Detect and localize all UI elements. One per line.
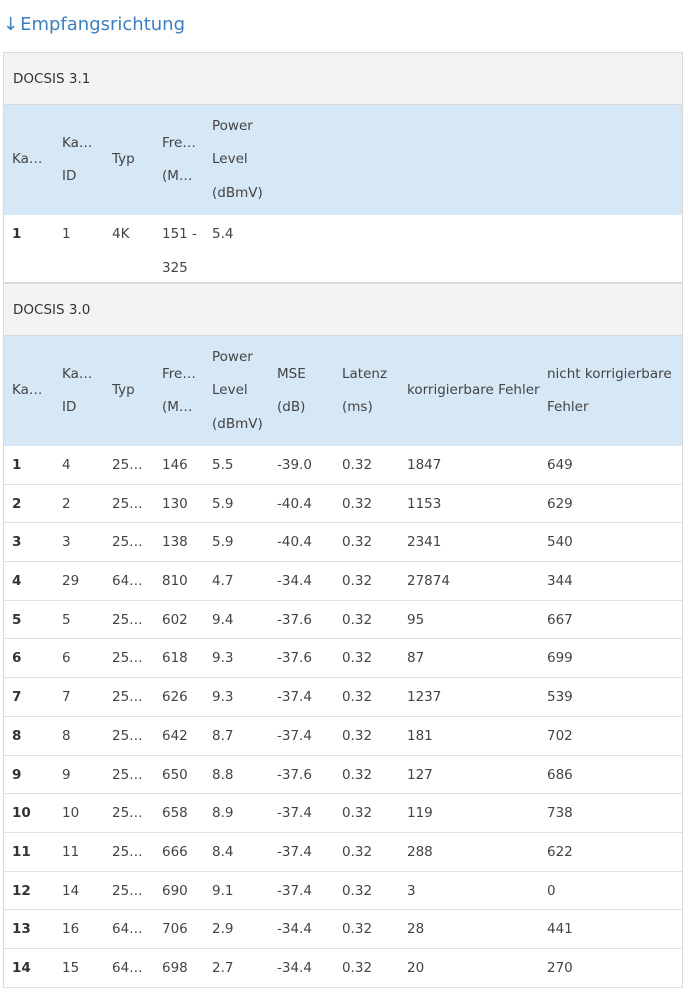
header-power-level[interactable] [212, 336, 274, 446]
section-title-text: Empfangsrichtung [20, 14, 186, 35]
cell-type: 25… [112, 843, 143, 860]
cell-frequency: 706 [162, 921, 188, 938]
cell-power-level: 8.8 [212, 766, 234, 783]
header-channel[interactable] [12, 336, 58, 446]
table-row [4, 523, 682, 562]
cell-power-level: 2.7 [212, 959, 234, 976]
header-channel-id[interactable] [62, 336, 108, 446]
cell-channel-id: 2 [62, 495, 71, 512]
cell-power-level: 9.3 [212, 689, 234, 706]
cell-channel-id: 9 [62, 766, 71, 783]
cell-channel: 13 [12, 921, 31, 938]
cell-channel-id: 14 [62, 882, 80, 899]
cell-mse: -40.4 [277, 495, 312, 512]
header-latency[interactable] [342, 336, 402, 446]
table-row [4, 794, 682, 833]
cell-mse: -37.4 [277, 843, 312, 860]
cell-correctable-errors: 95 [407, 611, 425, 628]
cell-mse: -37.6 [277, 650, 312, 667]
cell-mse: -40.4 [277, 534, 312, 551]
cell-correctable-errors: 1153 [407, 495, 442, 512]
table-row [4, 639, 682, 678]
cell-uncorrectable-errors: 0 [547, 882, 556, 899]
header-frequency[interactable] [162, 105, 208, 215]
cell-channel-id: 16 [62, 921, 80, 938]
cell-power-level: 8.9 [212, 805, 234, 822]
cell-channel-id: 1 [62, 226, 71, 242]
header-latency-label: Latenz (ms) [342, 365, 388, 415]
cell-type: 25… [112, 534, 143, 551]
cell-latency: 0.32 [342, 959, 373, 976]
cell-frequency: 642 [162, 727, 188, 744]
table-row [4, 872, 682, 911]
cell-uncorrectable-errors: 699 [547, 650, 573, 667]
cell-latency: 0.32 [342, 882, 373, 899]
cell-channel-id: 10 [62, 805, 80, 822]
header-correctable-errors[interactable] [407, 336, 543, 446]
cell-uncorrectable-errors: 540 [547, 534, 573, 551]
cell-frequency: 658 [162, 805, 188, 822]
cell-frequency: 151 - 325 [162, 226, 197, 276]
cell-type: 25… [112, 727, 143, 744]
cell-power-level: 5.9 [212, 495, 234, 512]
header-uncorrectable-errors[interactable] [547, 336, 677, 446]
cell-type: 64… [112, 959, 143, 976]
group-header-docsis31: DOCSIS 3.1 [4, 52, 682, 105]
header-frequency-label: Fre… (M… [162, 365, 196, 415]
cell-channel-id: 5 [62, 611, 71, 628]
cell-correctable-errors: 20 [407, 959, 425, 976]
cell-correctable-errors: 127 [407, 766, 433, 783]
cell-latency: 0.32 [342, 921, 373, 938]
cell-uncorrectable-errors: 649 [547, 457, 573, 473]
cell-power-level: 5.5 [212, 457, 234, 473]
cell-mse: -37.6 [277, 611, 312, 628]
cell-correctable-errors: 181 [407, 727, 433, 744]
cell-correctable-errors: 3 [407, 882, 416, 899]
cell-power-level: 8.7 [212, 727, 234, 744]
cell-correctable-errors: 28 [407, 921, 425, 938]
cell-channel-id: 3 [62, 534, 71, 551]
header-power-level-label: Power Level (dBmV) [212, 117, 263, 201]
rows-docsis30 [4, 446, 682, 988]
cell-type: 64… [112, 573, 143, 590]
table-row [4, 485, 682, 524]
header-power-level-label: Power Level (dBmV) [212, 348, 263, 432]
cell-latency: 0.32 [342, 573, 373, 590]
header-channel-label: Ka… [12, 151, 43, 168]
cell-mse: -37.4 [277, 882, 312, 899]
cell-type: 25… [112, 457, 143, 473]
cell-channel: 2 [12, 495, 22, 512]
table-row [4, 601, 682, 640]
cell-uncorrectable-errors: 539 [547, 689, 573, 706]
cell-channel-id: 4 [62, 457, 71, 473]
rows-docsis31 [4, 215, 682, 283]
cell-power-level: 4.7 [212, 573, 234, 590]
cell-frequency: 146 [162, 457, 188, 473]
cell-correctable-errors: 27874 [407, 573, 450, 590]
cell-latency: 0.32 [342, 727, 373, 744]
cell-uncorrectable-errors: 738 [547, 805, 573, 822]
cell-type: 25… [112, 650, 143, 667]
header-type[interactable] [112, 336, 158, 446]
cell-frequency: 130 [162, 495, 188, 512]
header-frequency-label: Fre… (M… [162, 134, 196, 184]
cell-correctable-errors: 1237 [407, 689, 442, 706]
table-row [4, 833, 682, 872]
header-power-level[interactable] [212, 105, 274, 215]
cell-channel: 5 [12, 611, 22, 628]
header-type[interactable] [112, 105, 158, 215]
cell-mse: -34.4 [277, 921, 312, 938]
cell-power-level: 9.1 [212, 882, 234, 899]
cell-channel: 9 [12, 766, 22, 783]
cell-uncorrectable-errors: 344 [547, 573, 573, 590]
cell-channel: 14 [12, 959, 31, 976]
cell-mse: -37.4 [277, 805, 312, 822]
cell-type: 64… [112, 921, 143, 938]
cell-mse: -37.6 [277, 766, 312, 783]
cell-uncorrectable-errors: 270 [547, 959, 573, 976]
cell-correctable-errors: 119 [407, 805, 433, 822]
section-title-downstream[interactable] [3, 10, 185, 40]
cell-correctable-errors: 1847 [407, 457, 442, 473]
cell-channel: 10 [12, 805, 31, 822]
cell-channel: 6 [12, 650, 22, 667]
cell-latency: 0.32 [342, 843, 373, 860]
header-correctable-errors-label: korrigierbare Fehler [407, 382, 540, 399]
cell-frequency: 810 [162, 573, 188, 590]
cell-channel: 11 [12, 843, 31, 860]
cell-power-level: 9.3 [212, 650, 234, 667]
cell-channel-id: 6 [62, 650, 71, 667]
cell-type: 4K [112, 226, 130, 242]
cell-power-level: 5.4 [212, 226, 234, 242]
cell-channel: 1 [12, 226, 22, 242]
cell-channel-id: 11 [62, 843, 80, 860]
cell-frequency: 690 [162, 882, 188, 899]
column-header-row-docsis31 [4, 105, 682, 215]
cell-power-level: 5.9 [212, 534, 234, 551]
cell-mse: -34.4 [277, 959, 312, 976]
cell-uncorrectable-errors: 622 [547, 843, 573, 860]
cell-type: 25… [112, 689, 143, 706]
header-channel[interactable] [12, 105, 58, 215]
cell-channel: 1 [12, 457, 22, 473]
cell-latency: 0.32 [342, 495, 373, 512]
cell-frequency: 618 [162, 650, 188, 667]
cell-channel-id: 8 [62, 727, 71, 744]
cell-channel-id: 7 [62, 689, 71, 706]
channel-table [3, 52, 683, 988]
cell-power-level: 2.9 [212, 921, 234, 938]
cell-type: 25… [112, 495, 143, 512]
table-row [4, 910, 682, 949]
table-row [4, 717, 682, 756]
arrow-down-icon: ↓ [3, 14, 19, 35]
table-row [4, 562, 682, 601]
cell-channel: 7 [12, 689, 22, 706]
cell-latency: 0.32 [342, 534, 373, 551]
cell-latency: 0.32 [342, 689, 373, 706]
header-channel-id[interactable] [62, 105, 108, 215]
cell-mse: -37.4 [277, 689, 312, 706]
table-row [4, 678, 682, 717]
header-frequency[interactable] [162, 336, 208, 446]
table-row [4, 756, 682, 795]
cell-frequency: 698 [162, 959, 188, 976]
cell-frequency: 666 [162, 843, 188, 860]
header-type-label: Typ [112, 382, 135, 399]
table-row [4, 949, 682, 988]
header-channel-label: Ka… [12, 382, 43, 399]
cell-channel: 8 [12, 727, 22, 744]
cell-frequency: 138 [162, 534, 188, 551]
header-uncorrectable-errors-label: nicht korrigierbare Fehler [547, 365, 672, 415]
cell-uncorrectable-errors: 441 [547, 921, 573, 938]
cell-mse: -39.0 [277, 457, 312, 473]
cell-channel: 12 [12, 882, 31, 899]
cell-correctable-errors: 87 [407, 650, 425, 667]
cell-latency: 0.32 [342, 650, 373, 667]
cell-power-level: 9.4 [212, 611, 234, 628]
header-channel-id-label: Ka… ID [62, 365, 93, 415]
cell-power-level: 8.4 [212, 843, 234, 860]
cell-frequency: 602 [162, 611, 188, 628]
cell-latency: 0.32 [342, 805, 373, 822]
header-channel-id-label: Ka… ID [62, 134, 93, 184]
cell-type: 25… [112, 805, 143, 822]
cell-correctable-errors: 2341 [407, 534, 442, 551]
cell-mse: -34.4 [277, 573, 312, 590]
cell-uncorrectable-errors: 629 [547, 495, 573, 512]
cell-latency: 0.32 [342, 611, 373, 628]
cell-channel-id: 29 [62, 573, 80, 590]
cell-uncorrectable-errors: 667 [547, 611, 573, 628]
cell-frequency: 626 [162, 689, 188, 706]
cell-uncorrectable-errors: 686 [547, 766, 573, 783]
header-mse-label: MSE (dB) [277, 365, 306, 415]
cell-correctable-errors: 288 [407, 843, 433, 860]
cell-type: 25… [112, 882, 143, 899]
cell-channel: 3 [12, 534, 22, 551]
cell-latency: 0.32 [342, 457, 373, 473]
cell-mse: -37.4 [277, 727, 312, 744]
cell-frequency: 650 [162, 766, 188, 783]
cell-type: 25… [112, 766, 143, 783]
column-header-row-docsis30 [4, 336, 682, 446]
header-type-label: Typ [112, 151, 135, 168]
cell-uncorrectable-errors: 702 [547, 727, 573, 744]
table-row [4, 215, 682, 283]
cell-channel-id: 15 [62, 959, 80, 976]
header-mse[interactable] [277, 336, 337, 446]
cell-latency: 0.32 [342, 766, 373, 783]
table-row [4, 446, 682, 485]
group-header-docsis30: DOCSIS 3.0 [4, 283, 682, 336]
cell-type: 25… [112, 611, 143, 628]
cell-channel: 4 [12, 573, 22, 590]
